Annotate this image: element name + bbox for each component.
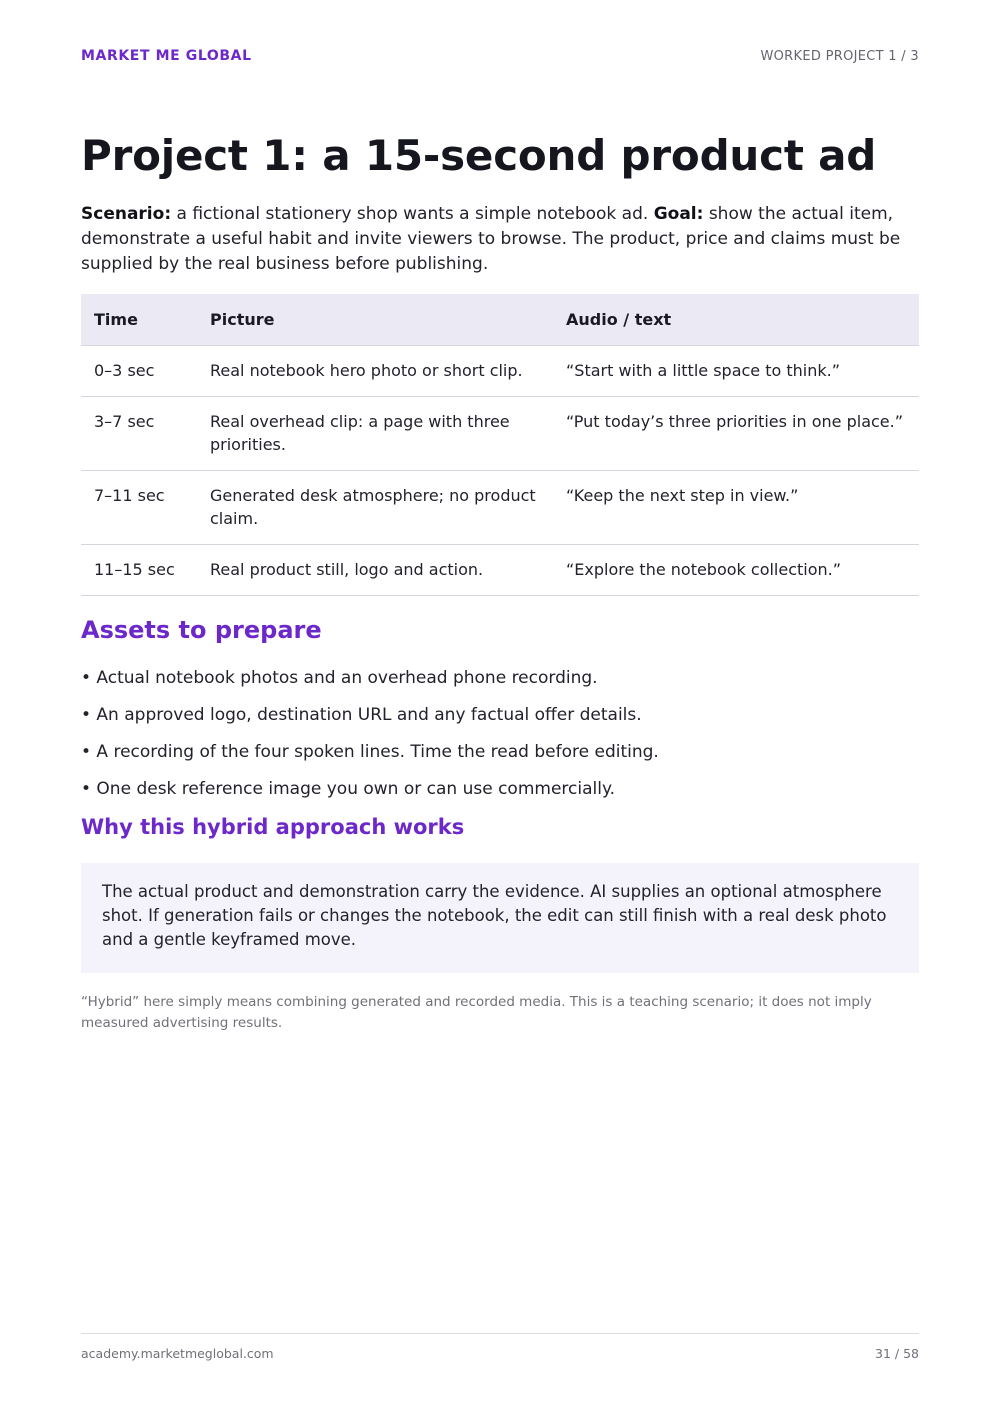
- table-row: [81, 545, 919, 596]
- list-item: • An approved logo, destination URL and any factual offer details.: [81, 705, 642, 725]
- table-row: [81, 397, 919, 471]
- footer-divider: [81, 1333, 919, 1334]
- footnote: “Hybrid” here simply means combining generated and recorded media. This is a teaching scenario; it does not imply measured advertising results.: [81, 994, 872, 1031]
- column-header-picture: Picture: [197, 294, 553, 346]
- why-heading: Why this hybrid approach works: [81, 815, 465, 839]
- cell-audio: “Put today’s three priorities in one place.”: [553, 397, 919, 471]
- cell-audio: “Start with a little space to think.”: [553, 346, 919, 397]
- cell-time: 0–3 sec: [81, 346, 197, 397]
- assets-heading: Assets to prepare: [81, 616, 322, 644]
- table-row: [81, 346, 919, 397]
- cell-picture: Real overhead clip: a page with three priorities.: [197, 397, 553, 471]
- footer-url: academy.marketmeglobal.com: [81, 1346, 274, 1361]
- table-row: [81, 471, 919, 545]
- cell-time: 11–15 sec: [81, 545, 197, 596]
- storyboard-table: [81, 294, 919, 596]
- cell-picture: Real product still, logo and action.: [197, 545, 553, 596]
- page-header: [81, 48, 919, 64]
- cell-time: 7–11 sec: [81, 471, 197, 545]
- cell-picture: Generated desk atmosphere; no product claim.: [197, 471, 553, 545]
- table-header-row: [81, 294, 919, 346]
- column-header-time: Time: [81, 294, 197, 346]
- goal-text: show the actual item, demonstrate a useful habit and invite viewers to browse. The product, price and claims must be supplied by the real business before publishing.: [81, 204, 901, 274]
- cell-audio: “Keep the next step in view.”: [553, 471, 919, 545]
- list-item: • A recording of the four spoken lines. Time the read before editing.: [81, 742, 659, 762]
- callout-box: The actual product and demonstration carry the evidence. AI supplies an optional atmosphere shot. If generation fails or changes the notebook, the edit can still finish with a real desk photo and a gentle keyframed move.: [81, 863, 919, 973]
- column-header-audio: Audio / text: [553, 294, 919, 346]
- list-item: • One desk reference image you own or can use commercially.: [81, 779, 616, 799]
- list-item: • Actual notebook photos and an overhead phone recording.: [81, 668, 598, 688]
- cell-picture: Real notebook hero photo or short clip.: [197, 346, 553, 397]
- goal-label: Goal:: [653, 204, 704, 224]
- page-title: Project 1: a 15-second product ad: [81, 131, 877, 180]
- page-number: 31 / 58: [875, 1346, 919, 1361]
- document-page: [81, 0, 919, 1414]
- scenario-text: a fictional stationery shop wants a simple notebook ad.: [171, 204, 654, 224]
- assets-list: [81, 666, 919, 814]
- cell-time: 3–7 sec: [81, 397, 197, 471]
- section-tag: WORKED PROJECT 1 / 3: [760, 48, 919, 64]
- cell-audio: “Explore the notebook collection.”: [553, 545, 919, 596]
- brand-name: MARKET ME GLOBAL: [81, 48, 252, 64]
- scenario-label: Scenario:: [81, 204, 172, 224]
- intro-paragraph: [81, 202, 919, 277]
- page-footer: [81, 1346, 919, 1361]
